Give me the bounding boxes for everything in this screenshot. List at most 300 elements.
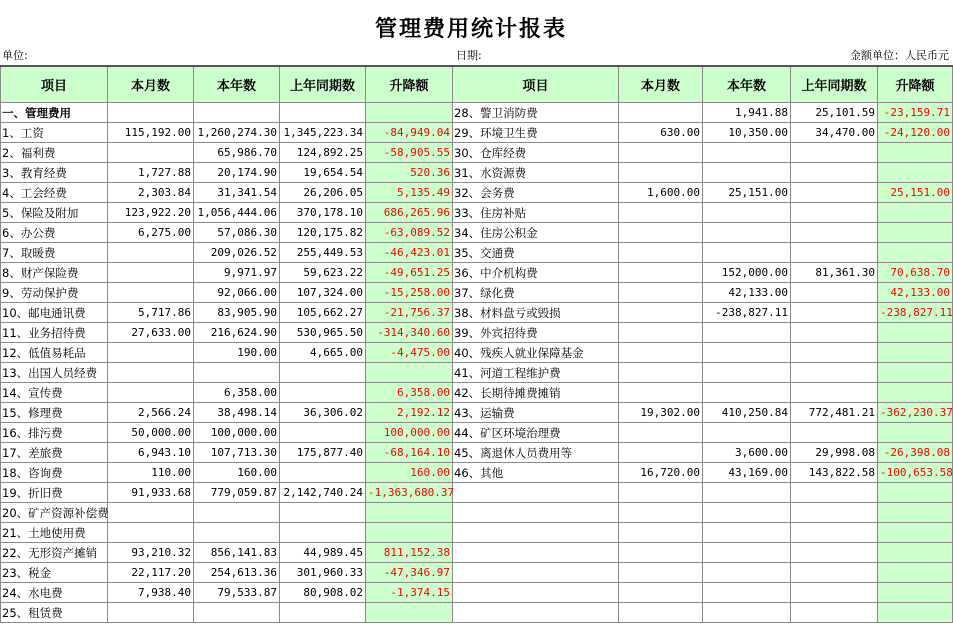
row-value-left: 856,141.83 xyxy=(194,543,280,563)
row-value-right: 410,250.84 xyxy=(703,403,791,423)
row-value-left: -4,475.00 xyxy=(366,343,453,363)
row-value-left: 7,938.40 xyxy=(108,583,194,603)
row-value-right: -238,827.11 xyxy=(703,303,791,323)
row-value-left: 124,892.25 xyxy=(280,143,366,163)
row-value-left xyxy=(366,603,453,623)
row-value-left xyxy=(280,503,366,523)
row-value-left: 530,965.50 xyxy=(280,323,366,343)
row-value-right xyxy=(878,563,953,583)
row-value-left xyxy=(366,103,453,123)
row-value-left: 160.00 xyxy=(366,463,453,483)
row-value-right xyxy=(878,223,953,243)
row-label-right xyxy=(453,563,619,583)
row-value-right xyxy=(619,383,703,403)
row-label-left: 23、税金 xyxy=(1,563,108,583)
row-value-right: 1,600.00 xyxy=(619,183,703,203)
row-label-left: 6、办公费 xyxy=(1,223,108,243)
row-value-left: 370,178.10 xyxy=(280,203,366,223)
row-value-right xyxy=(619,363,703,383)
row-label-right: 30、仓库经费 xyxy=(453,143,619,163)
col-header-change-left: 升降额 xyxy=(366,66,453,103)
table-row xyxy=(1,403,953,423)
row-value-left: 2,566.24 xyxy=(108,403,194,423)
row-value-left: 50,000.00 xyxy=(108,423,194,443)
row-value-left: 686,265.96 xyxy=(366,203,453,223)
row-value-right xyxy=(878,163,953,183)
row-value-left: 520.36 xyxy=(366,163,453,183)
row-label-right xyxy=(453,543,619,563)
row-label-left: 4、工会经费 xyxy=(1,183,108,203)
col-header-change-right: 升降额 xyxy=(878,66,953,103)
row-value-right: 81,361.30 xyxy=(791,263,878,283)
row-label-right xyxy=(453,603,619,623)
row-value-left xyxy=(280,103,366,123)
row-label-right xyxy=(453,503,619,523)
row-value-right xyxy=(791,423,878,443)
row-label-left: 22、无形资产摊销 xyxy=(1,543,108,563)
row-value-right xyxy=(619,483,703,503)
row-label-left: 17、差旅费 xyxy=(1,443,108,463)
row-label-right: 41、河道工程维护费 xyxy=(453,363,619,383)
row-value-right xyxy=(791,323,878,343)
col-header-lastyear-right: 上年同期数 xyxy=(791,66,878,103)
row-label-right: 28、警卫消防费 xyxy=(453,103,619,123)
row-value-left: 6,943.10 xyxy=(108,443,194,463)
row-value-left: 115,192.00 xyxy=(108,123,194,143)
row-value-right xyxy=(619,163,703,183)
row-value-right xyxy=(619,223,703,243)
row-value-right xyxy=(703,543,791,563)
row-value-right xyxy=(703,503,791,523)
row-value-left xyxy=(194,503,280,523)
row-value-left xyxy=(194,603,280,623)
row-value-left: 27,633.00 xyxy=(108,323,194,343)
table-row xyxy=(1,463,953,483)
row-value-left: 123,922.20 xyxy=(108,203,194,223)
row-label-right: 39、外宾招待费 xyxy=(453,323,619,343)
table-row xyxy=(1,183,953,203)
row-value-left: 107,713.30 xyxy=(194,443,280,463)
row-value-left: -84,949.04 xyxy=(366,123,453,143)
row-value-right xyxy=(878,423,953,443)
row-label-left: 一、管理费用 xyxy=(1,103,108,123)
row-value-right xyxy=(619,243,703,263)
table-row xyxy=(1,223,953,243)
row-value-right xyxy=(878,503,953,523)
row-value-right xyxy=(703,223,791,243)
row-value-right: 25,101.59 xyxy=(791,103,878,123)
row-value-right xyxy=(703,323,791,343)
col-header-lastyear-left: 上年同期数 xyxy=(280,66,366,103)
row-label-right: 34、住房公积金 xyxy=(453,223,619,243)
row-value-left: 5,717.86 xyxy=(108,303,194,323)
row-value-left: -49,651.25 xyxy=(366,263,453,283)
row-value-right xyxy=(791,243,878,263)
row-value-left: 6,358.00 xyxy=(194,383,280,403)
row-value-left: 26,206.05 xyxy=(280,183,366,203)
row-value-left: 6,275.00 xyxy=(108,223,194,243)
row-value-left xyxy=(108,103,194,123)
row-label-right: 40、残疾人就业保障基金 xyxy=(453,343,619,363)
row-value-right xyxy=(619,343,703,363)
table-row xyxy=(1,163,953,183)
row-value-left: 91,933.68 xyxy=(108,483,194,503)
report-title: 管理费用统计报表 xyxy=(374,16,567,42)
row-value-right xyxy=(703,523,791,543)
row-value-right xyxy=(791,543,878,563)
row-value-right xyxy=(878,203,953,223)
row-value-left xyxy=(280,423,366,443)
row-value-right xyxy=(878,343,953,363)
row-value-right xyxy=(619,583,703,603)
table-row xyxy=(1,563,953,583)
row-label-left: 25、租赁费 xyxy=(1,603,108,623)
row-value-right xyxy=(619,143,703,163)
row-value-left: 175,877.40 xyxy=(280,443,366,463)
row-label-left: 18、咨询费 xyxy=(1,463,108,483)
row-value-left: 5,135.49 xyxy=(366,183,453,203)
row-label-right xyxy=(453,523,619,543)
col-header-year-right: 本年数 xyxy=(703,66,791,103)
row-value-right xyxy=(878,243,953,263)
row-value-right xyxy=(878,523,953,543)
row-value-right xyxy=(619,503,703,523)
row-label-left: 10、邮电通讯费 xyxy=(1,303,108,323)
table-row xyxy=(1,583,953,603)
row-value-right xyxy=(791,583,878,603)
row-value-left: 1,345,223.34 xyxy=(280,123,366,143)
row-value-left: 83,905.90 xyxy=(194,303,280,323)
table-row xyxy=(1,343,953,363)
row-value-right: 1,941.88 xyxy=(703,103,791,123)
row-value-right xyxy=(619,303,703,323)
row-value-left xyxy=(108,523,194,543)
row-value-right xyxy=(703,143,791,163)
table-row xyxy=(1,423,953,443)
row-value-left: 110.00 xyxy=(108,463,194,483)
row-value-right: -100,653.58 xyxy=(878,463,953,483)
row-value-left: 31,341.54 xyxy=(194,183,280,203)
row-value-right: 3,600.00 xyxy=(703,443,791,463)
row-value-left xyxy=(108,263,194,283)
row-value-left: 811,152.38 xyxy=(366,543,453,563)
table-row xyxy=(1,443,953,463)
row-value-left xyxy=(108,343,194,363)
row-value-left xyxy=(280,523,366,543)
row-value-right xyxy=(791,143,878,163)
row-value-right xyxy=(703,343,791,363)
row-value-left: 9,971.97 xyxy=(194,263,280,283)
row-label-left: 24、水电费 xyxy=(1,583,108,603)
row-value-right xyxy=(703,483,791,503)
row-label-left: 2、福利费 xyxy=(1,143,108,163)
row-value-right xyxy=(791,303,878,323)
row-value-left: 779,059.87 xyxy=(194,483,280,503)
table-row xyxy=(1,203,953,223)
row-value-right xyxy=(619,443,703,463)
row-value-left: 22,117.20 xyxy=(108,563,194,583)
row-value-left: 19,654.54 xyxy=(280,163,366,183)
row-label-right: 45、离退休人员费用等 xyxy=(453,443,619,463)
row-value-right xyxy=(619,603,703,623)
row-label-left: 11、业务招待费 xyxy=(1,323,108,343)
row-label-left: 13、出国人员经费 xyxy=(1,363,108,383)
row-label-left: 14、宣传费 xyxy=(1,383,108,403)
row-value-left xyxy=(280,463,366,483)
row-value-left: 44,989.45 xyxy=(280,543,366,563)
row-value-right xyxy=(791,383,878,403)
row-value-left: -47,346.97 xyxy=(366,563,453,583)
row-value-right xyxy=(619,523,703,543)
row-label-left: 12、低值易耗品 xyxy=(1,343,108,363)
row-value-left: 160.00 xyxy=(194,463,280,483)
row-value-left xyxy=(108,383,194,403)
row-label-left: 1、工资 xyxy=(1,123,108,143)
row-value-right xyxy=(791,223,878,243)
row-value-right: 16,720.00 xyxy=(619,463,703,483)
row-value-left xyxy=(108,503,194,523)
row-value-right xyxy=(703,423,791,443)
row-label-right: 44、矿区环境治理费 xyxy=(453,423,619,443)
row-value-left: 1,260,274.30 xyxy=(194,123,280,143)
row-value-left: 107,324.00 xyxy=(280,283,366,303)
row-value-left: 36,306.02 xyxy=(280,403,366,423)
row-label-left: 15、修理费 xyxy=(1,403,108,423)
row-value-left: -15,258.00 xyxy=(366,283,453,303)
row-value-right xyxy=(703,243,791,263)
row-value-right xyxy=(703,383,791,403)
row-label-right xyxy=(453,483,619,503)
row-value-right xyxy=(703,583,791,603)
row-label-right: 31、水资源费 xyxy=(453,163,619,183)
table-header-row xyxy=(1,66,953,103)
row-value-left: 93,210.32 xyxy=(108,543,194,563)
table-row xyxy=(1,123,953,143)
row-value-right xyxy=(619,563,703,583)
row-value-right xyxy=(703,603,791,623)
row-label-right: 43、运输费 xyxy=(453,403,619,423)
row-value-left: 59,623.22 xyxy=(280,263,366,283)
row-label-left: 3、教育经费 xyxy=(1,163,108,183)
row-value-right: -23,159.71 xyxy=(878,103,953,123)
expense-table xyxy=(0,65,953,623)
row-value-right xyxy=(619,283,703,303)
row-label-right: 46、其他 xyxy=(453,463,619,483)
row-value-left: 79,533.87 xyxy=(194,583,280,603)
row-value-left: -314,340.60 xyxy=(366,323,453,343)
row-value-right xyxy=(791,343,878,363)
row-value-right: 25,151.00 xyxy=(703,183,791,203)
row-value-left xyxy=(108,143,194,163)
row-label-right: 29、环境卫生费 xyxy=(453,123,619,143)
row-value-right: 43,169.00 xyxy=(703,463,791,483)
row-label-right: 37、绿化费 xyxy=(453,283,619,303)
row-value-left: 2,303.84 xyxy=(108,183,194,203)
row-value-right: -362,230.37 xyxy=(878,403,953,423)
row-value-right xyxy=(791,283,878,303)
row-value-right: 19,302.00 xyxy=(619,403,703,423)
table-row xyxy=(1,323,953,343)
row-value-right xyxy=(791,363,878,383)
row-value-left: -63,089.52 xyxy=(366,223,453,243)
row-value-left: -1,374.15 xyxy=(366,583,453,603)
row-value-right: -238,827.11 xyxy=(878,303,953,323)
row-value-right: 25,151.00 xyxy=(878,183,953,203)
row-value-left: 20,174.90 xyxy=(194,163,280,183)
table-row xyxy=(1,243,953,263)
table-row xyxy=(1,143,953,163)
row-value-left: -21,756.37 xyxy=(366,303,453,323)
row-value-left xyxy=(280,383,366,403)
table-row xyxy=(1,483,953,503)
row-value-left: 120,175.82 xyxy=(280,223,366,243)
row-value-left: 301,960.33 xyxy=(280,563,366,583)
row-value-left xyxy=(280,363,366,383)
row-value-right: 42,133.00 xyxy=(703,283,791,303)
row-value-left xyxy=(194,523,280,543)
row-label-left: 21、土地使用费 xyxy=(1,523,108,543)
row-value-left: 80,908.02 xyxy=(280,583,366,603)
row-value-right xyxy=(878,143,953,163)
row-value-left xyxy=(194,363,280,383)
row-value-left xyxy=(194,103,280,123)
table-row xyxy=(1,303,953,323)
row-value-right: -24,120.00 xyxy=(878,123,953,143)
row-value-right xyxy=(703,563,791,583)
row-label-right: 32、会务费 xyxy=(453,183,619,203)
row-label-left: 7、取暖费 xyxy=(1,243,108,263)
row-value-left: 100,000.00 xyxy=(194,423,280,443)
currency-label: 金额单位：人民币元 xyxy=(850,49,949,62)
date-label: 日期: xyxy=(456,49,482,62)
row-value-left: 92,066.00 xyxy=(194,283,280,303)
row-label-right: 35、交通费 xyxy=(453,243,619,263)
row-value-left: 6,358.00 xyxy=(366,383,453,403)
table-row xyxy=(1,283,953,303)
row-value-right: 630.00 xyxy=(619,123,703,143)
row-value-right xyxy=(878,543,953,563)
row-value-right xyxy=(619,323,703,343)
row-value-left: 57,086.30 xyxy=(194,223,280,243)
row-value-left xyxy=(108,363,194,383)
row-value-left: 38,498.14 xyxy=(194,403,280,423)
row-value-right: 42,133.00 xyxy=(878,283,953,303)
row-value-right xyxy=(878,583,953,603)
row-value-right xyxy=(791,523,878,543)
col-header-month-right: 本月数 xyxy=(619,66,703,103)
row-value-right: -26,398.08 xyxy=(878,443,953,463)
row-value-left: -68,164.10 xyxy=(366,443,453,463)
row-label-left: 20、矿产资源补偿费 xyxy=(1,503,108,523)
row-value-right xyxy=(878,323,953,343)
row-value-left xyxy=(108,283,194,303)
row-value-right xyxy=(878,603,953,623)
row-value-right xyxy=(791,183,878,203)
row-value-left xyxy=(108,243,194,263)
row-value-left xyxy=(366,523,453,543)
row-value-right xyxy=(619,263,703,283)
row-label-left: 9、劳动保护费 xyxy=(1,283,108,303)
row-value-left: 2,142,740.24 xyxy=(280,483,366,503)
row-value-right xyxy=(791,603,878,623)
table-row xyxy=(1,263,953,283)
table-row xyxy=(1,103,953,123)
row-value-left: 1,056,444.06 xyxy=(194,203,280,223)
row-value-right: 152,000.00 xyxy=(703,263,791,283)
row-value-right xyxy=(703,163,791,183)
row-value-left: -58,905.55 xyxy=(366,143,453,163)
row-value-right xyxy=(791,163,878,183)
row-value-right xyxy=(619,103,703,123)
table-row xyxy=(1,603,953,623)
row-value-right xyxy=(703,203,791,223)
row-value-left: 65,986.70 xyxy=(194,143,280,163)
row-label-left: 8、财产保险费 xyxy=(1,263,108,283)
row-label-right: 36、中介机构费 xyxy=(453,263,619,283)
row-label-right xyxy=(453,583,619,603)
row-value-right xyxy=(703,363,791,383)
col-header-item-left: 项目 xyxy=(1,66,108,103)
row-value-right xyxy=(878,383,953,403)
row-value-left: 190.00 xyxy=(194,343,280,363)
row-value-left: 100,000.00 xyxy=(366,423,453,443)
row-value-right: 34,470.00 xyxy=(791,123,878,143)
row-value-left: -1,363,680.37 xyxy=(366,483,453,503)
col-header-month-left: 本月数 xyxy=(108,66,194,103)
row-value-left: 2,192.12 xyxy=(366,403,453,423)
row-value-left: 4,665.00 xyxy=(280,343,366,363)
row-value-left: 255,449.53 xyxy=(280,243,366,263)
table-row xyxy=(1,363,953,383)
col-header-item-right: 项目 xyxy=(453,66,619,103)
row-label-left: 16、排污费 xyxy=(1,423,108,443)
row-value-right xyxy=(878,363,953,383)
table-row xyxy=(1,523,953,543)
row-value-left xyxy=(366,363,453,383)
row-value-right xyxy=(791,203,878,223)
row-label-right: 33、住房补贴 xyxy=(453,203,619,223)
row-value-right xyxy=(878,483,953,503)
row-value-right: 29,998.08 xyxy=(791,443,878,463)
col-header-year-left: 本年数 xyxy=(194,66,280,103)
row-value-right: 772,481.21 xyxy=(791,403,878,423)
row-value-right xyxy=(791,563,878,583)
row-value-right xyxy=(791,483,878,503)
row-value-right: 143,822.58 xyxy=(791,463,878,483)
row-value-left: 216,624.90 xyxy=(194,323,280,343)
unit-label: 单位: xyxy=(2,49,28,62)
row-value-left xyxy=(366,503,453,523)
row-value-right xyxy=(791,503,878,523)
row-label-left: 19、折旧费 xyxy=(1,483,108,503)
table-row xyxy=(1,383,953,403)
table-row xyxy=(1,503,953,523)
row-label-right: 38、材料盘亏或毁损 xyxy=(453,303,619,323)
row-value-left xyxy=(280,603,366,623)
row-value-right xyxy=(619,203,703,223)
row-value-right: 70,638.70 xyxy=(878,263,953,283)
row-value-right xyxy=(619,423,703,443)
row-value-left: 105,662.27 xyxy=(280,303,366,323)
row-value-left: 254,613.36 xyxy=(194,563,280,583)
row-value-left: -46,423.01 xyxy=(366,243,453,263)
table-row xyxy=(1,543,953,563)
row-label-left: 5、保险及附加 xyxy=(1,203,108,223)
row-value-right xyxy=(619,543,703,563)
row-label-right: 42、长期待摊费摊销 xyxy=(453,383,619,403)
row-value-right: 10,350.00 xyxy=(703,123,791,143)
row-value-left: 209,026.52 xyxy=(194,243,280,263)
